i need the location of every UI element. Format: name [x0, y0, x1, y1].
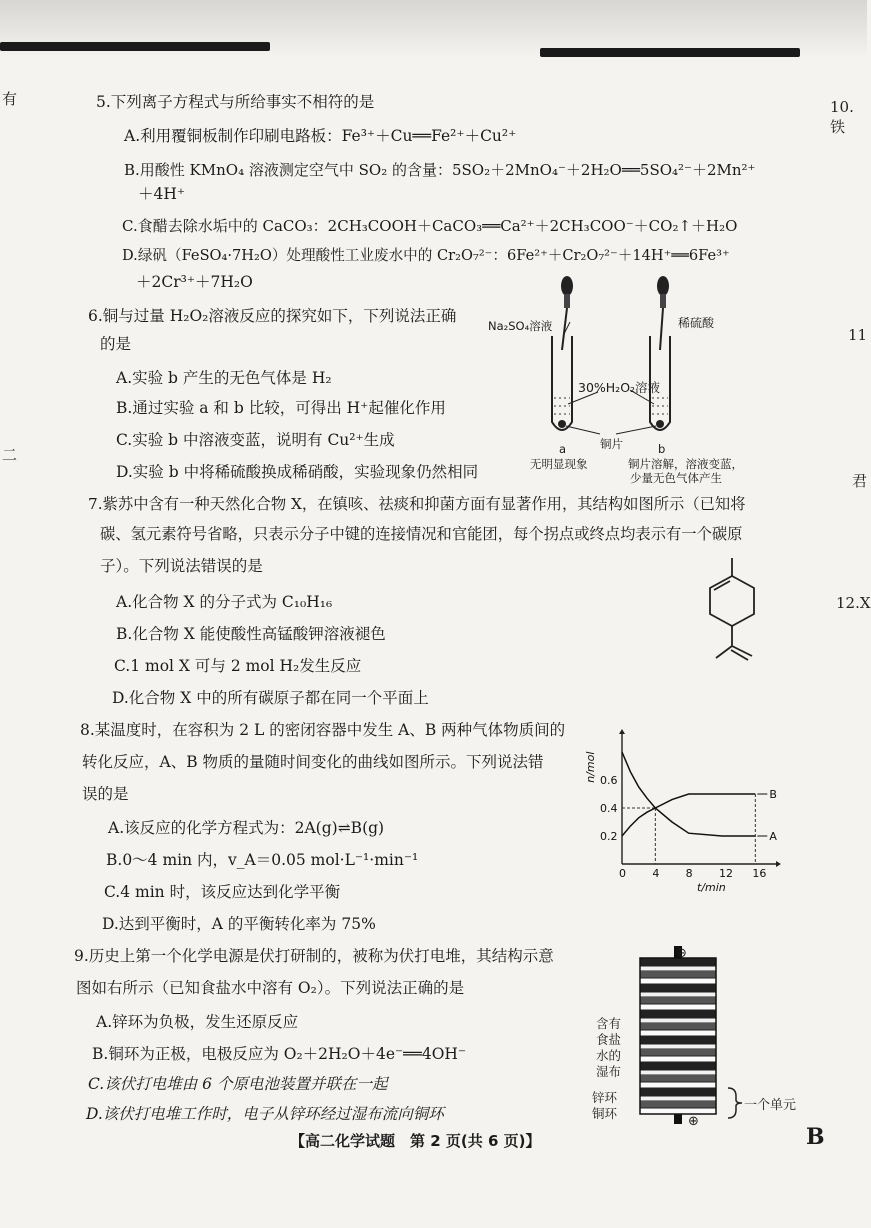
q8-line-chart — [580, 728, 780, 894]
unit-brace — [726, 1086, 746, 1120]
q9-option-c: C.该伏打电堆由 6 个原电池装置并联在一起 — [88, 1075, 388, 1093]
copper-ring-layer — [640, 1075, 716, 1082]
q5-option-b-line1: B.用酸性 KMnO₄ 溶液测定空气中 SO₂ 的含量：5SO₂＋2MnO₄⁻＋2H₂O══5SO₄²⁻＋2Mn²⁺ — [124, 161, 756, 179]
label-result-b-line2: 少量无色气体产生 — [630, 471, 722, 485]
zinc-ring-layer — [640, 992, 716, 997]
separator-layer — [640, 1108, 716, 1114]
q9-stem-line2: 图如右所示（已知食盐水中溶有 O₂）。下列说法正确的是 — [76, 979, 465, 997]
x-tick-12: 12 — [719, 867, 733, 880]
label-wet-cloth-4: 湿布 — [596, 1064, 622, 1079]
separator-layer — [640, 978, 716, 984]
q5-option-d-line2: ＋2Cr³⁺＋7H₂O — [136, 273, 253, 291]
y-tick-0-6: 0.6 — [600, 774, 618, 787]
separator-layer — [640, 1004, 716, 1010]
series-label-a: A — [769, 830, 777, 843]
margin-mark-right-3: 君 — [852, 472, 868, 490]
paper-version-letter: B — [806, 1124, 825, 1150]
cloth-layer — [640, 984, 716, 992]
x-axis-label: t/min — [697, 881, 726, 894]
q7-stem-line3: 子）。下列说法错误的是 — [100, 557, 263, 575]
q6-test-tube-figure — [480, 272, 780, 462]
label-wet-cloth-1: 含有 — [596, 1016, 622, 1031]
series-label-b: B — [769, 788, 777, 801]
q6-stem-line1: 6.铜与过量 H₂O₂溶液反应的探究如下，下列说法正确 — [88, 307, 457, 325]
separator-layer — [640, 1082, 716, 1088]
cloth-layer — [640, 1062, 716, 1070]
q6-option-d: D.实验 b 中将稀硫酸换成稀硝酸，实验现象仍然相同 — [116, 463, 479, 481]
margin-mark-right-2: 11 — [848, 326, 868, 344]
margin-mark-right-1: 10.铁 — [830, 98, 854, 136]
label-wet-cloth-2: 食盐 — [596, 1032, 622, 1047]
series-line-b — [622, 794, 755, 836]
q7-structure-compound-x — [690, 550, 780, 670]
q7-stem-line1: 7.紫苏中含有一种天然化合物 X，在镇咳、祛痰和抑菌方面有显著作用，其结构如图所示（已知将 — [88, 495, 746, 513]
label-tube-b: b — [658, 442, 666, 456]
q9-option-a: A.锌环为负极，发生还原反应 — [96, 1013, 299, 1031]
q8-option-a: A.该反应的化学方程式为：2A(g)⇌B(g) — [108, 819, 385, 837]
copper-ring-layer — [640, 1049, 716, 1056]
q5-option-d-line1: D.绿矾（FeSO₄·7H₂O）处理酸性工业废水中的 Cr₂O₇²⁻：6Fe²⁺＋Cr₂O₇²⁻＋14H⁺══6Fe³⁺ — [122, 247, 730, 264]
label-dilute-sulfuric-acid: 稀硫酸 — [678, 316, 715, 330]
q9-option-d: D.该伏打电堆工作时，电子从锌环经过湿布流向铜环 — [86, 1105, 444, 1123]
label-copper-sheet: 铜片 — [600, 437, 623, 451]
test-tube-a — [552, 336, 572, 430]
margin-mark-left-2: 二 — [2, 446, 18, 464]
q7-option-c: C.1 mol X 可与 2 mol H₂发生反应 — [114, 657, 362, 675]
q5-option-b-line2: ＋4H⁺ — [138, 185, 186, 203]
margin-mark-left-1: 有 — [2, 90, 18, 108]
label-wet-cloth-3: 水的 — [596, 1048, 622, 1063]
label-zinc-ring: 锌环 — [592, 1090, 618, 1105]
cloth-layer — [640, 1010, 716, 1018]
label-one-unit: 一个单元 — [744, 1098, 797, 1113]
copper-ring-layer — [640, 1101, 716, 1108]
y-tick-0-2: 0.2 — [600, 830, 618, 843]
cloth-layer — [640, 1036, 716, 1044]
q8-option-b: B.0～4 min 内，v_A＝0.05 mol·L⁻¹·min⁻¹ — [106, 851, 419, 869]
y-tick-0-4: 0.4 — [600, 802, 618, 815]
copper-ring-layer — [640, 997, 716, 1004]
q7-option-a: A.化合物 X 的分子式为 C₁₀H₁₆ — [116, 593, 333, 611]
q8-stem-line1: 8.某温度时，在容积为 2 L 的密闭容器中发生 A、B 两种气体物质间的 — [80, 721, 566, 739]
q8-stem-line3: 误的是 — [82, 785, 129, 803]
x-tick-8: 8 — [685, 867, 693, 880]
q5-option-c: C.食醋去除水垢中的 CaCO₃：2CH₃COOH＋CaCO₃══Ca²⁺＋2CH₃COO⁻＋CO₂↑＋H₂O — [122, 217, 738, 235]
separator-layer — [640, 1030, 716, 1036]
q5-option-a: A.利用覆铜板制作印刷电路板：Fe³⁺＋Cu══Fe²⁺＋Cu²⁺ — [124, 127, 517, 145]
label-h2o2-solution: 30%H₂O₂溶液 — [578, 380, 661, 395]
q5-stem: 5.下列离子方程式与所给事实不相符的是 — [96, 93, 375, 111]
q8-stem-line2: 转化反应，A、B 物质的量随时间变化的曲线如图所示。下列说法错 — [82, 753, 544, 771]
q7-stem-line2: 碳、氢元素符号省略，只表示分子中键的连接情况和官能团，每个拐点或终点均表示有一个碳原 — [100, 525, 743, 543]
zinc-ring-layer — [640, 1096, 716, 1101]
x-tick-0: 0 — [619, 867, 626, 880]
q7-option-d: D.化合物 X 中的所有碳原子都在同一个平面上 — [112, 689, 429, 707]
chart-guides — [622, 794, 755, 864]
q6-stem-line2: 的是 — [100, 335, 132, 353]
q6-option-c: C.实验 b 中溶液变蓝，说明有 Cu²⁺生成 — [116, 431, 395, 449]
zinc-ring-layer — [640, 966, 716, 971]
margin-mark-right-4: 12.X — [836, 594, 871, 612]
separator-layer — [640, 1056, 716, 1062]
label-result-a: 无明显现象 — [530, 457, 588, 471]
x-axis-arrow — [776, 861, 781, 867]
q7-option-b: B.化合物 X 能使酸性高锰酸钾溶液褪色 — [116, 625, 386, 643]
pile-plus-terminal: ⊕ — [688, 1114, 699, 1129]
label-na2so4-solution: Na₂SO₄溶液 — [488, 319, 553, 333]
dropper-right — [657, 276, 669, 350]
copper-piece-b — [656, 420, 664, 428]
q6-option-a: A.实验 b 产生的无色气体是 H₂ — [116, 369, 332, 387]
cloth-layer — [640, 1088, 716, 1096]
y-axis-label: n/mol — [584, 751, 597, 783]
y-axis-arrow — [619, 729, 625, 734]
q8-option-d: D.达到平衡时，A 的平衡转化率为 75% — [102, 915, 376, 933]
copper-ring-layer — [640, 971, 716, 978]
zinc-ring-layer — [640, 1070, 716, 1075]
zinc-ring-layer — [640, 1044, 716, 1049]
label-copper-ring: 铜环 — [592, 1106, 618, 1121]
scan-edge-bar-right — [540, 48, 800, 57]
q9-voltaic-pile-figure — [636, 946, 736, 1126]
scan-edge-bar-left — [0, 42, 270, 51]
q9-stem-line1: 9.历史上第一个化学电源是伏打研制的，被称为伏打电堆，其结构示意 — [74, 947, 554, 965]
q9-option-b: B.铜环为正极，电极反应为 O₂＋2H₂O＋4e⁻══4OH⁻ — [92, 1045, 467, 1063]
copper-piece-a — [558, 420, 566, 428]
x-tick-4: 4 — [652, 867, 660, 880]
label-result-b-line1: 铜片溶解，溶液变蓝， — [628, 457, 743, 471]
chart-series — [622, 752, 777, 843]
bottom-terminal-post — [674, 1114, 682, 1124]
zinc-ring-layer — [640, 1018, 716, 1023]
pile-minus-terminal: ⊖ — [676, 946, 687, 961]
chart-ticks — [584, 752, 766, 894]
x-tick-16: 16 — [752, 867, 767, 880]
q6-option-b: B.通过实验 a 和 b 比较，可得出 H⁺起催化作用 — [116, 399, 446, 417]
q8-option-c: C.4 min 时，该反应达到化学平衡 — [104, 883, 341, 901]
copper-ring-layer — [640, 1023, 716, 1030]
label-tube-a: a — [559, 442, 567, 456]
chart-axes — [619, 729, 781, 867]
page-footer: 【高二化学试题 第 2 页(共 6 页)】 — [290, 1132, 541, 1150]
